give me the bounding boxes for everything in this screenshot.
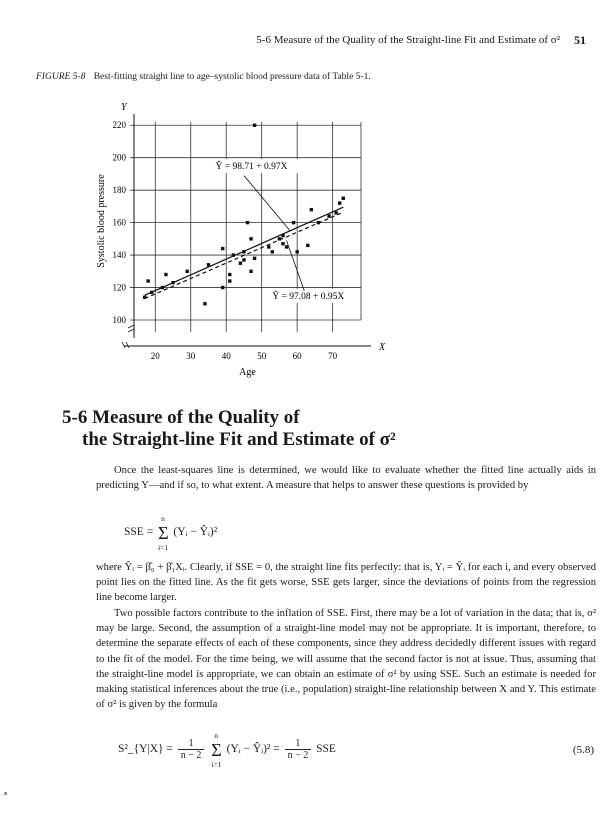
data-point <box>186 270 189 273</box>
annotation-line-2: Ŷ = 97.08 + 0.95X <box>272 291 345 302</box>
scatter-plot <box>86 100 386 385</box>
fraction-2-denominator: n − 2 <box>287 750 309 761</box>
data-point <box>281 234 284 237</box>
summation-symbol: Σ n i=1 <box>158 514 169 552</box>
data-point <box>253 124 256 127</box>
y-axis-break <box>128 325 134 332</box>
x-tick-label: 50 <box>257 351 267 361</box>
fraction-1-numerator: 1 <box>178 738 205 750</box>
data-point <box>228 279 231 282</box>
running-head-title: 5-6 Measure of the Quality of the Straight-line Fit and Estimate of σ² <box>256 34 560 46</box>
running-head <box>0 34 616 50</box>
fraction-2 <box>285 738 312 761</box>
annotation-line-1: Ŷ = 98.71 + 0.97X <box>215 162 288 173</box>
data-point <box>292 221 295 224</box>
data-point <box>207 263 210 266</box>
equation-sse <box>124 514 218 552</box>
figure-caption <box>36 72 596 82</box>
eq2-middle: (Yᵢ − Ŷᵢ)² = <box>226 743 280 756</box>
data-point <box>164 273 167 276</box>
summation-symbol-2: Σ n i=1 <box>211 731 222 770</box>
x-axis-break <box>122 342 129 348</box>
data-point <box>221 247 224 250</box>
sum-upper-limit: n <box>161 514 165 523</box>
equation-number: (5.8) <box>572 744 594 756</box>
data-point <box>278 237 281 240</box>
section-heading <box>62 407 582 451</box>
section-heading-line2: the Straight-line Fit and Estimate of σ² <box>82 429 396 450</box>
x-tick-label: 40 <box>221 351 231 361</box>
sum-lower-limit: i=1 <box>158 543 169 552</box>
data-point <box>281 242 284 245</box>
paragraph-where <box>96 560 596 606</box>
y-tick-label: 160 <box>112 217 126 228</box>
data-point <box>306 244 309 247</box>
data-point <box>327 214 330 217</box>
data-point <box>171 281 174 284</box>
annotation-leader-2 <box>287 240 305 290</box>
data-point <box>143 296 146 299</box>
y-tick-label: 200 <box>112 152 126 163</box>
data-point <box>150 291 153 294</box>
figure-label: FIGURE 5-8 <box>36 72 86 82</box>
data-point <box>242 250 245 253</box>
data-point <box>338 201 341 204</box>
x-axis-label: Age <box>239 367 256 378</box>
paragraph-intro <box>96 463 596 493</box>
x-tick-label: 60 <box>292 351 302 361</box>
margin-mark <box>4 792 7 795</box>
data-point <box>146 279 149 282</box>
eq1-lhs: SSE = <box>124 526 154 538</box>
paragraph-factors <box>96 606 596 712</box>
paragraph-1: Once the least-squares line is determined, we would like to evaluate whether the fitted line actually aids in predicting Y—and if so, to what extent. A measure that helps to answer these questions is provided by <box>96 465 596 492</box>
eq1-rhs: (Yᵢ − Ŷᵢ)² <box>173 526 218 538</box>
y-axis-letter: Y <box>121 102 127 113</box>
eq2-lhs: S²_{Y|X} = <box>118 743 173 756</box>
data-point <box>334 211 337 214</box>
data-point <box>253 257 256 260</box>
data-point <box>242 258 245 261</box>
data-point <box>221 286 224 289</box>
data-point <box>317 221 320 224</box>
data-point <box>161 286 164 289</box>
data-point <box>239 261 242 264</box>
data-point <box>228 273 231 276</box>
x-axis-letter: X <box>379 342 386 353</box>
data-point <box>246 221 249 224</box>
x-tick-label: 20 <box>150 351 160 361</box>
sum2-upper-limit: n <box>214 731 219 741</box>
data-point <box>271 250 274 253</box>
fraction-1-denominator: n − 2 <box>180 750 202 761</box>
paragraph-2: where Ŷᵢ = β̂₀ + β̂₁Xᵢ. Clearly, if SSE = 0, the straight line fits perfectly: that is, Yᵢ = Ŷᵢ for each i, and every observed point lies on the fitted line. As the fit gets worse, SSE gets larger, since the deviations of points from the regression line become larger. <box>96 562 596 604</box>
fraction-1 <box>178 738 205 761</box>
y-tick-label: 120 <box>112 282 126 293</box>
data-point <box>267 245 270 248</box>
paragraph-3: Two possible factors contribute to the inflation of SSE. First, there may be a lot of variation in the data; that is, σ² may be large. Second, the assumption of a straight-line model may not be appropriate. It is important, therefore, to determine the separate effects of each of these components, since they address decidedly different issues with regard to the fit of the model. For the time being, we will assume that the second factor is not at issue. Thus, assuming that the straight-line model is appropriate, we can obtain an estimate of σ² by using SSE. Such an estimate is needed for making statistical inferences about the true (i.e., population) straight-line relationship between X and Y. This estimate of σ² is given by the formula <box>96 608 596 711</box>
page-number: 51 <box>574 33 586 47</box>
eq2-end: SSE <box>316 743 336 756</box>
data-point <box>203 302 206 305</box>
fraction-2-numerator: 1 <box>285 738 312 750</box>
data-point <box>342 197 345 200</box>
figure-caption-text: Best-fitting straight line to age–systolic blood pressure data of Table 5-1. <box>93 72 371 82</box>
data-point <box>249 237 252 240</box>
section-heading-line1: 5-6 Measure of the Quality of <box>62 407 300 428</box>
y-tick-label: 220 <box>112 120 126 131</box>
y-axis-label: Systolic blood pressure <box>96 174 107 268</box>
equation-5-8 <box>118 731 336 770</box>
y-tick-label: 180 <box>112 185 126 196</box>
y-tick-label: 100 <box>112 315 126 325</box>
data-point <box>310 208 313 211</box>
sum2-lower-limit: i=1 <box>211 760 222 770</box>
data-point <box>295 250 298 253</box>
data-point <box>249 270 252 273</box>
data-point <box>232 253 235 256</box>
data-point <box>285 245 288 248</box>
y-tick-label: 140 <box>112 250 126 261</box>
x-tick-label: 70 <box>328 351 338 361</box>
x-tick-label: 30 <box>186 351 196 361</box>
